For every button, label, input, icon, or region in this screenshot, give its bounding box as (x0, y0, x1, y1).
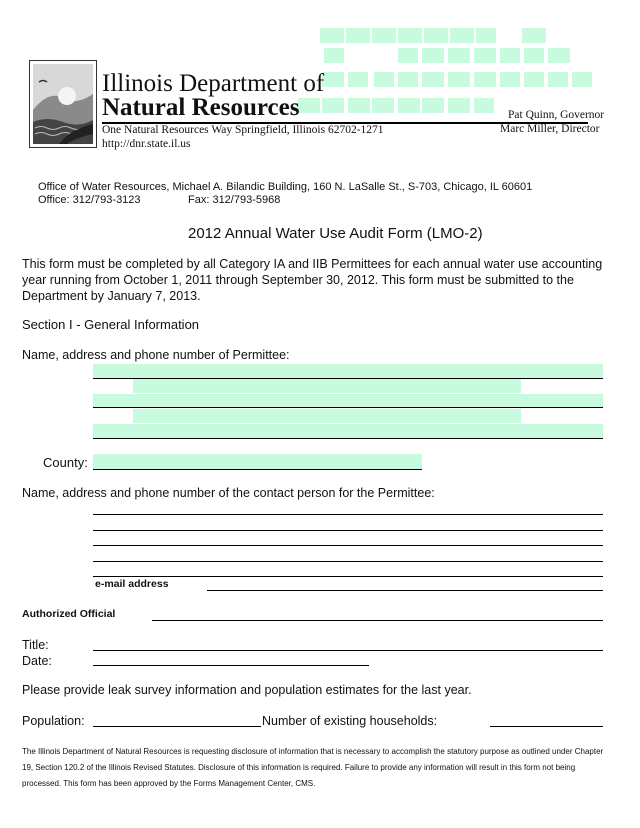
authorized-official-input[interactable] (152, 620, 603, 621)
contact-line-2[interactable] (93, 530, 603, 531)
logo-graphic (29, 60, 97, 148)
date-label: Date: (22, 654, 52, 668)
authorized-official-label: Authorized Official (22, 608, 116, 620)
title-input[interactable] (93, 650, 603, 651)
email-label: e-mail address (95, 578, 169, 590)
idnr-logo (29, 60, 97, 148)
permittee-name-input[interactable] (93, 364, 603, 379)
permittee-address-input[interactable] (93, 394, 603, 408)
date-input[interactable] (93, 665, 369, 666)
agency-name-line2: Natural Resources (102, 94, 300, 121)
permittee-phone-input[interactable] (93, 424, 603, 439)
leak-survey-text: Please provide leak survey information and population estimates for the last year. (22, 683, 472, 697)
section1-heading: Section I - General Information (22, 317, 200, 332)
form-title: 2012 Annual Water Use Audit Form (LMO-2) (188, 225, 483, 242)
agency-website[interactable]: http://dnr.state.il.us (102, 138, 191, 150)
title-label: Title: (22, 638, 49, 652)
form-intro: This form must be completed by all Category IA and IIB Permittees for each annual water use accounting year running from October 1, 2011 through September 30, 2012. This form must be submitted to the Department by January 7, 2013. (22, 257, 603, 303)
disclosure-text: The Illinois Department of Natural Resources is requesting disclosure of information that is necessary to accomplish the statutory purpose as outlined under Chapter 19, Section 120.2 of the Illinois Revised Statutes. Disclosure of this information is required. Failure to provide any information will result in this form not being processed. This form has been approved by the Forms Management Center, CMS. (22, 747, 604, 788)
agency-name-line1: Illinois Department of (102, 70, 325, 97)
population-label: Population: (22, 714, 85, 728)
office-phone: Office: 312/793-3123 (38, 194, 141, 206)
population-input[interactable] (93, 726, 261, 727)
permittee-row2-highlight (133, 379, 521, 393)
contact-line-3[interactable] (93, 545, 603, 546)
office-address: Office of Water Resources, Michael A. Bilandic Building, 160 N. LaSalle St., S-703, Chicago, IL 60601 (38, 181, 533, 193)
households-label: Number of existing households: (262, 714, 438, 728)
office-fax: Fax: 312/793-5968 (188, 194, 281, 206)
permittee-label: Name, address and phone number of Permittee: (22, 348, 290, 362)
contact-label: Name, address and phone number of the contact person for the Permittee: (22, 486, 435, 500)
contact-line-4[interactable] (93, 561, 603, 562)
contact-line-1[interactable] (93, 514, 603, 515)
director-name: Marc Miller, Director (500, 123, 600, 135)
agency-address: One Natural Resources Way Springfield, Illinois 62702-1271 (102, 124, 384, 136)
email-input[interactable] (207, 590, 603, 591)
permittee-row4-highlight (133, 409, 521, 423)
governor-name: Pat Quinn, Governor (508, 109, 605, 121)
households-input[interactable] (490, 726, 603, 727)
contact-line-5[interactable] (93, 576, 603, 577)
county-input[interactable] (93, 454, 422, 470)
county-label: County: (43, 455, 88, 470)
